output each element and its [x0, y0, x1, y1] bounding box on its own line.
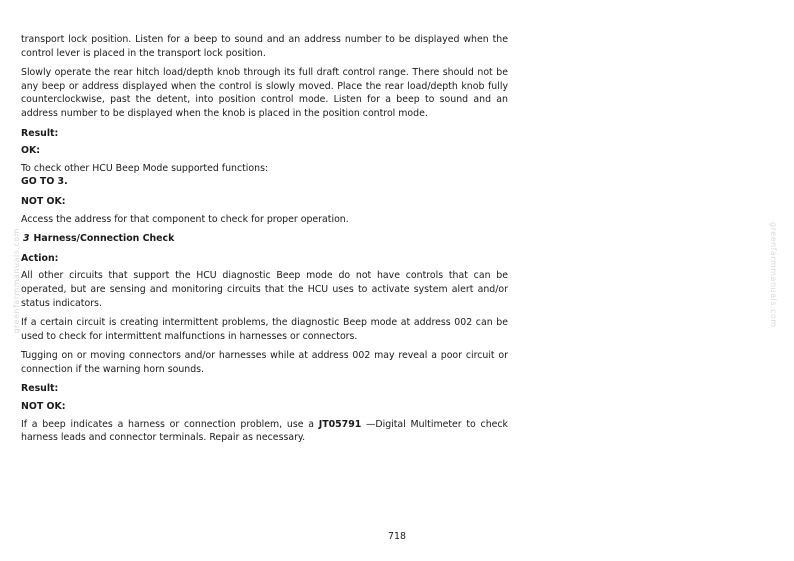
- step-title: Harness/Connection Check: [33, 233, 175, 245]
- not-ok-text-start: If a beep indicates a harness or connection problem, use a: [21, 418, 319, 430]
- action-paragraph-circuits: All other circuits that support the HCU diagnostic Beep mode do not have controls that can be operated, but are sensing and monitoring circuits that the HCU uses to activate system alert and/or status indicators.: [21, 270, 508, 309]
- action-label: Action:: [21, 252, 59, 264]
- tool-id: JT05791: [318, 418, 362, 430]
- action-paragraph-intermittent: If a certain circuit is creating intermittent problems, the diagnostic Beep mode at address 002 can be used to check for intermittent malfunctions in harnesses or connectors.: [21, 317, 508, 342]
- watermark-left: greenfarmmanuals.com: [12, 228, 21, 334]
- step-heading: [21, 232, 508, 246]
- step-number: 3: [23, 233, 30, 245]
- document-body: [21, 33, 508, 451]
- ok-label: OK:: [21, 145, 40, 157]
- not-ok-label: NOT OK:: [21, 195, 66, 207]
- page-number: 718: [388, 531, 406, 542]
- result-label: Result:: [21, 127, 59, 139]
- action-paragraph-tugging: Tugging on or moving connectors and/or harnesses while at address 002 may reveal a poor circuit or connection if the warning horn sounds.: [21, 350, 508, 375]
- paragraph-transport-lock: transport lock position. Listen for a beep to sound and an address number to be displayed when the control lever is placed in the transport lock position.: [21, 34, 508, 59]
- result-label-2: Result:: [21, 383, 59, 395]
- not-ok-text-2: [21, 418, 508, 445]
- ok-text: To check other HCU Beep Mode supported functions:: [21, 162, 269, 174]
- paragraph-load-depth-knob: Slowly operate the rear hitch load/depth knob through its full draft control range. There should not be any beep or address displayed when the control is slowly moved. Place the rear load/depth knob fully counterclockwise, past the detent, into position control mode. Listen for a beep to sound and an address number to be displayed when the knob is placed in the position control mode.: [21, 67, 508, 119]
- not-ok-label-2: NOT OK:: [21, 401, 66, 413]
- not-ok-text-end: —Digital Multimeter to check harness leads and connector terminals. Repair as necessary.: [21, 418, 508, 444]
- goto-step-link[interactable]: GO TO 3.: [21, 176, 68, 188]
- watermark-right: greenfarmmanuals.com: [769, 222, 778, 328]
- not-ok-text: Access the address for that component to check for proper operation.: [21, 213, 349, 225]
